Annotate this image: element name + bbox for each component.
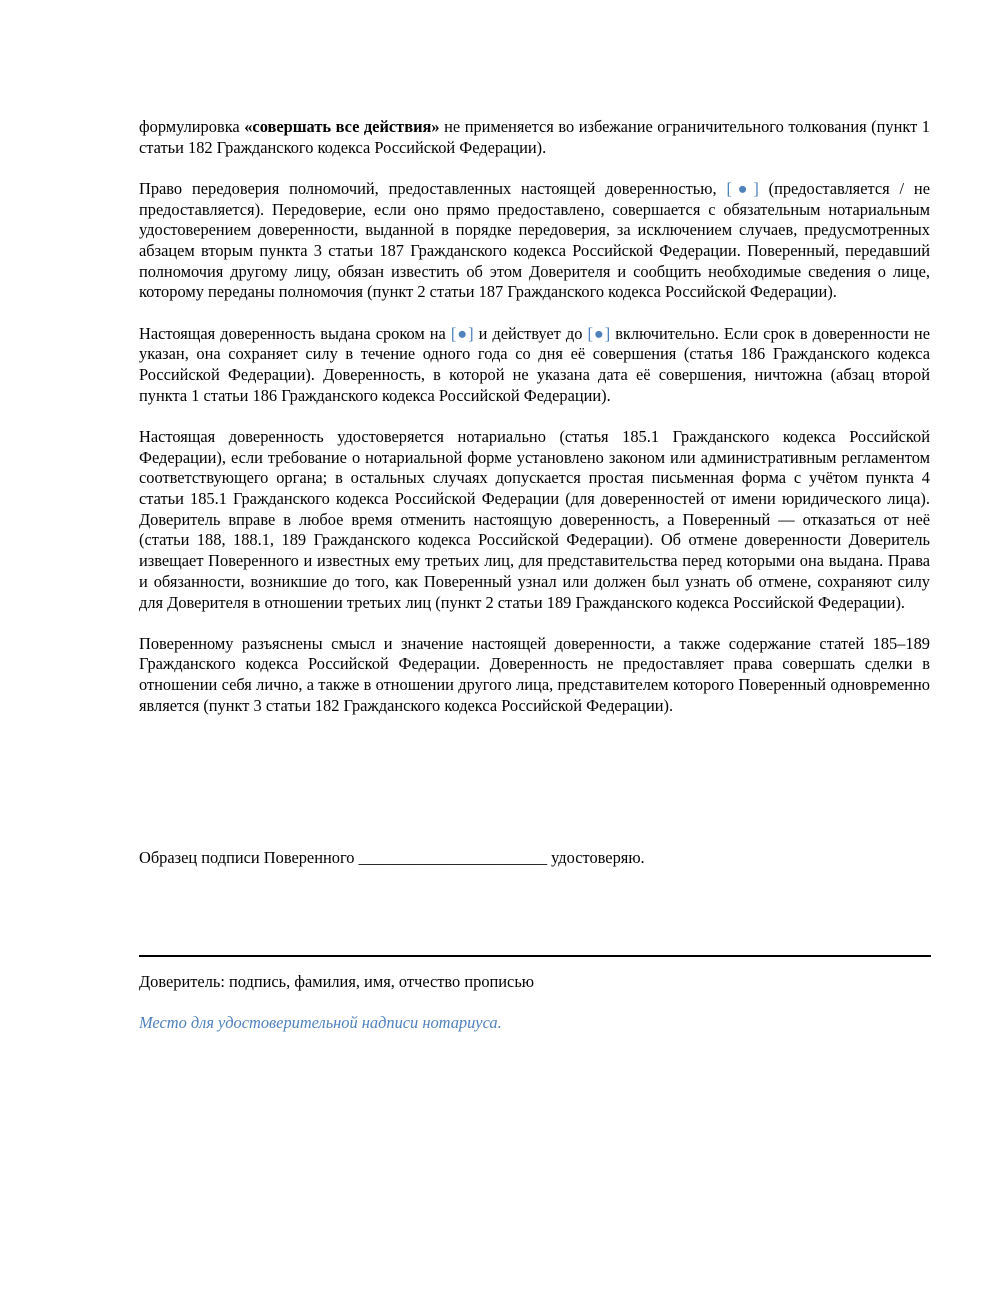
paragraph-subdelegation [139,179,930,303]
placeholder-field-end-date[interactable]: [●] [587,323,611,343]
document-body [139,117,930,737]
paragraph-text: включительно. Если срок в доверенности не указан, она сохраняет силу в течение одного года со дня её совершения (статья 186 Гражданского кодекса Российской Федерации). Доверенность, в которой не указана дата её совершения, ничтожна (абзац второй пункта 1 статьи 186 Гражданского кодекса Российской Федерации). [139,323,930,405]
placeholder-field-term[interactable]: [●] [450,323,474,343]
signature-rule [139,955,931,957]
paragraph-wording-note [139,117,930,158]
paragraph-text: Настоящая доверенность выдана сроком на [139,323,451,343]
paragraph-notarization: Настоящая доверенность удостоверяется нотариально (статья 185.1 Гражданского кодекса Российской Федерации), если требование о нотариальной форме установлено законом или административным регламентом соответствующего органа; в остальных случаях допускается простая письменная форма с учётом пункта 4 статьи 185.1 Гражданского кодекса Российской Федерации (для доверенностей от имени юридического лица). Доверитель вправе в любое время отменить настоящую доверенность, а Поверенный — отказаться от неё (статьи 188, 188.1, 189 Гражданского кодекса Российской Федерации). Об отмене доверенности Доверитель извещает Поверенного и известных ему третьих лиц, для представительства перед которыми она выдана. Права и обязанности, возникшие до того, как Поверенный узнал или должен был узнать об отмене, сохраняют силу для Доверителя в отношении третьих лиц (пункт 2 статьи 189 Гражданского кодекса Российской Федерации). [139,426,930,612]
paragraph-explanation: Поверенному разъяснены смысл и значение настоящей доверенности, а также содержание статей 185–189 Гражданского кодекса Российской Федерации. Доверенность не предоставляет права совершать сделки в отношении себя лично, а также в отношении другого лица, представителем которого Поверенный одновременно является (пункт 3 статьи 182 Гражданского кодекса Российской Федерации). [139,633,930,715]
bold-phrase: «совершать все действия» [244,117,440,136]
placeholder-field[interactable]: [●] [726,178,759,198]
paragraph-text: (предоставляется / не предоставляется). Передоверие, если оно прямо предоставлено, совершается с обязательным нотариальным удостоверением доверенности, выданной в порядке передоверия, за исключением случаев, предусмотренных абзацем вторым пункта 3 статьи 187 Гражданского кодекса Российской Федерации. Поверенный, передавший полномочия другому лицу, обязан известить об этом Доверителя и сообщить необходимые сведения о лице, которому переданы полномочия (пункт 2 статьи 187 Гражданского кодекса Российской Федерации). [139,178,930,302]
principal-signature-label: Доверитель: подпись, фамилия, имя, отчество прописью [139,972,535,991]
paragraph-term [139,324,930,407]
notary-placeholder: Место для удостоверительной надписи нотариуса. [139,1013,502,1032]
paragraph-text: не применяется во избежание ограничительного толкования (пункт 1 статьи 182 Гражданского кодекса Российской Федерации). [139,117,930,157]
signature-sample-line: Образец подписи Поверенного _______________________ удостоверяю. [139,848,645,867]
paragraph-text: и действует до [473,323,588,343]
paragraph-text: формулировка [139,117,245,136]
paragraph-text: Право передоверия полномочий, предоставленных настоящей доверенностью, [139,178,727,198]
